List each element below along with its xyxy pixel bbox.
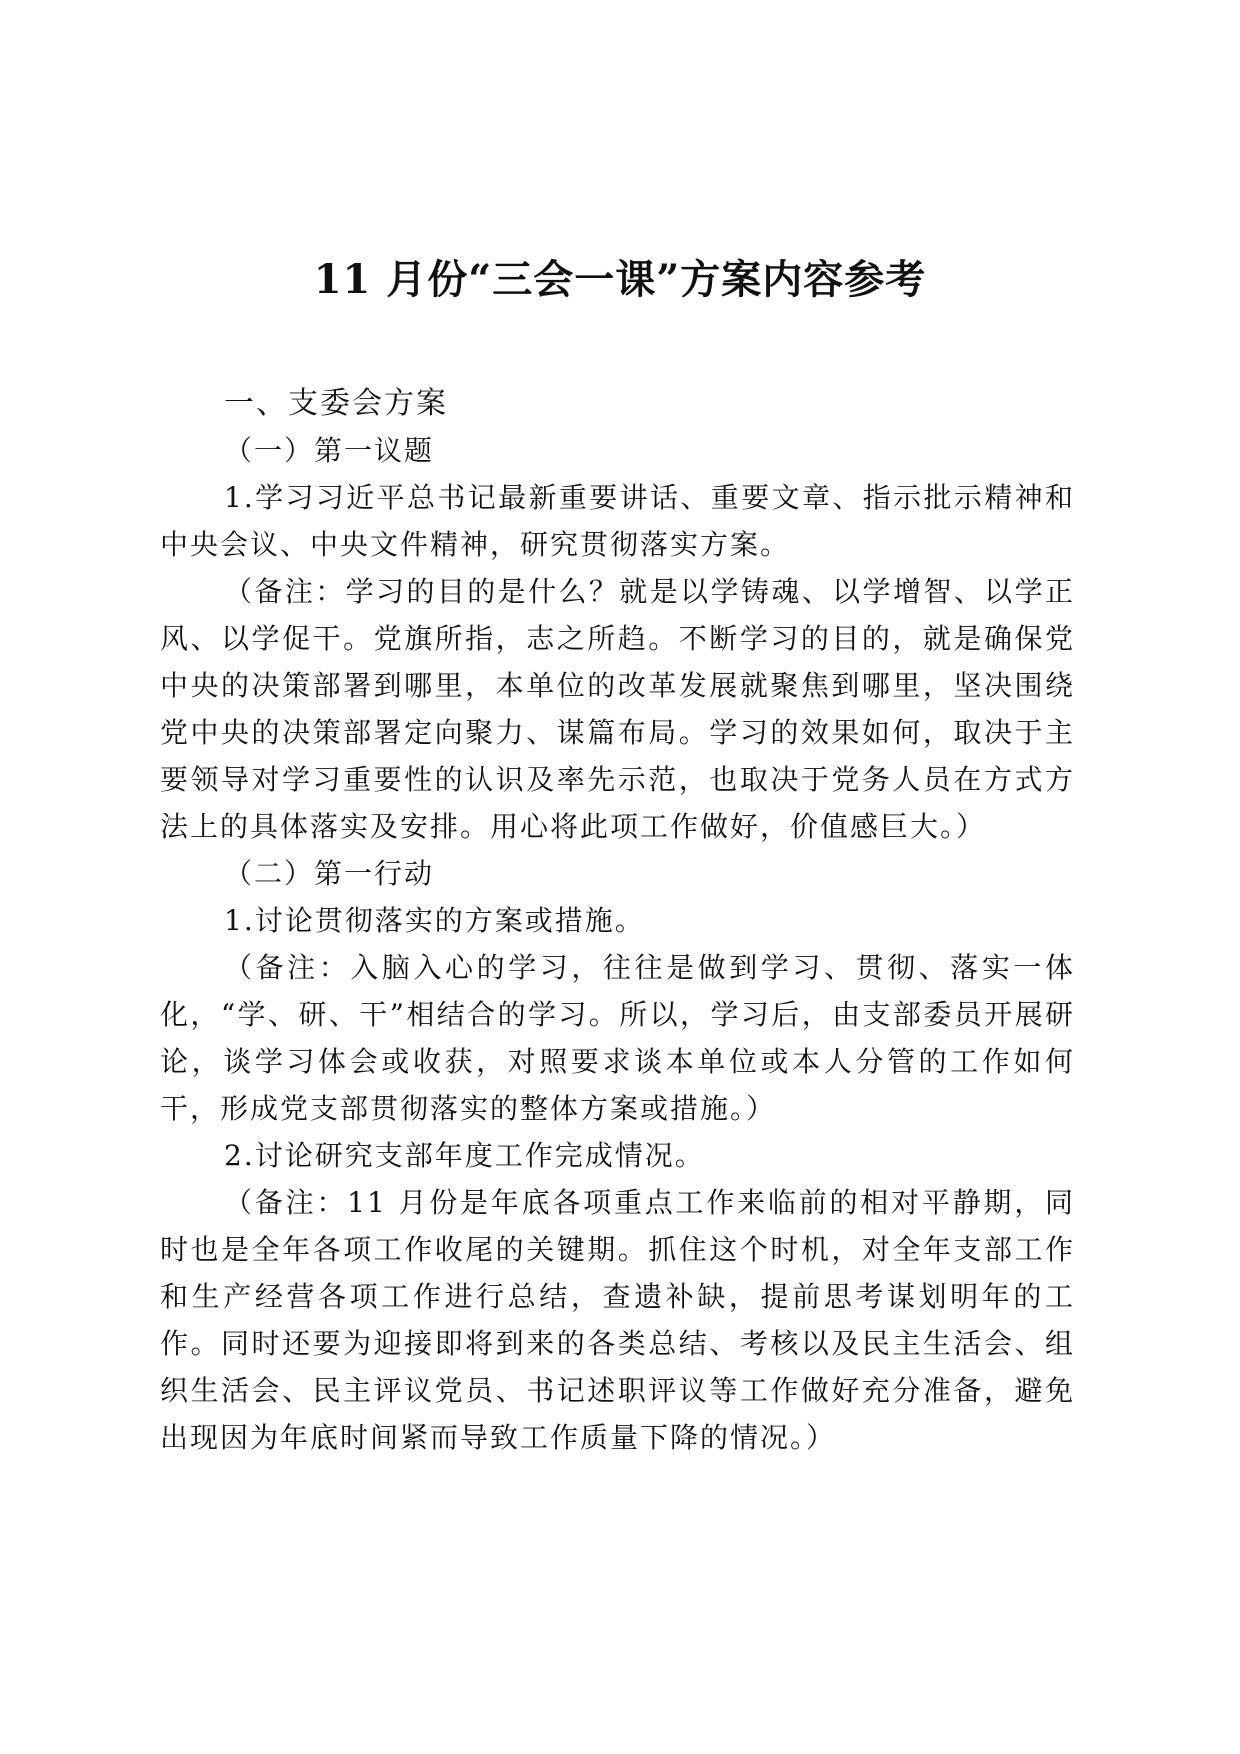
section-heading-branch-committee: 一、支委会方案: [224, 386, 448, 421]
remark-paragraph-annual-review: （备注：11 月份是年底各项重点工作来临前的相对平静期，同时也是全年各项工作收尾的关键期。抓住这个时机，对全年支部工作和生产经营各项工作进行总结，查遗补缺，提前思考谋划明年的工作。同时还要为迎接即将到来的各类总结、考核以及民主生活会、组织生活会、民主评议党员、书记述职评议等工作做好充分准备，避免出现因为年底时间紧而导致工作质量下降的情况。）: [160, 1186, 1075, 1454]
document-body: [160, 380, 1075, 1461]
agenda-item-discuss-measures: 1.讨论贯彻落实的方案或措施。: [224, 904, 645, 937]
subsection-heading-first-topic: （一）第一议题: [224, 434, 435, 467]
agenda-item-annual-review: 2.讨论研究支部年度工作完成情况。: [224, 1139, 705, 1172]
remark-paragraph-study: （备注：学习的目的是什么？就是以学铸魂、以学增智、以学正风、以学促干。党旗所指，志之所趋。不断学习的目的，就是确保党中央的决策部署到哪里，本单位的改革发展就聚焦到哪里，坚决围绕党中央的决策部署定向聚力、谋篇布局。学习的效果如何，取决于主要领导对学习重要性的认识及率先示范，也取决于党务人员在方式方法上的具体落实及安排。用心将此项工作做好，价值感巨大。）: [160, 575, 1075, 843]
remark-paragraph-discuss-measures: （备注：入脑入心的学习，往往是做到学习、贯彻、落实一体化，“学、研、干”相结合的学习。所以，学习后，由支部委员开展研论，谈学习体会或收获，对照要求谈本单位或本人分管的工作如何干，形成党支部贯彻落实的整体方案或措施。）: [160, 951, 1075, 1125]
subsection-heading-first-action: （二）第一行动: [224, 857, 435, 890]
agenda-item-study: 1.学习习近平总书记最新重要讲话、重要文章、指示批示精神和中央会议、中央文件精神，研究贯彻落实方案。: [160, 481, 1075, 561]
document-title: 11 月份“三会一课”方案内容参考: [313, 256, 927, 303]
